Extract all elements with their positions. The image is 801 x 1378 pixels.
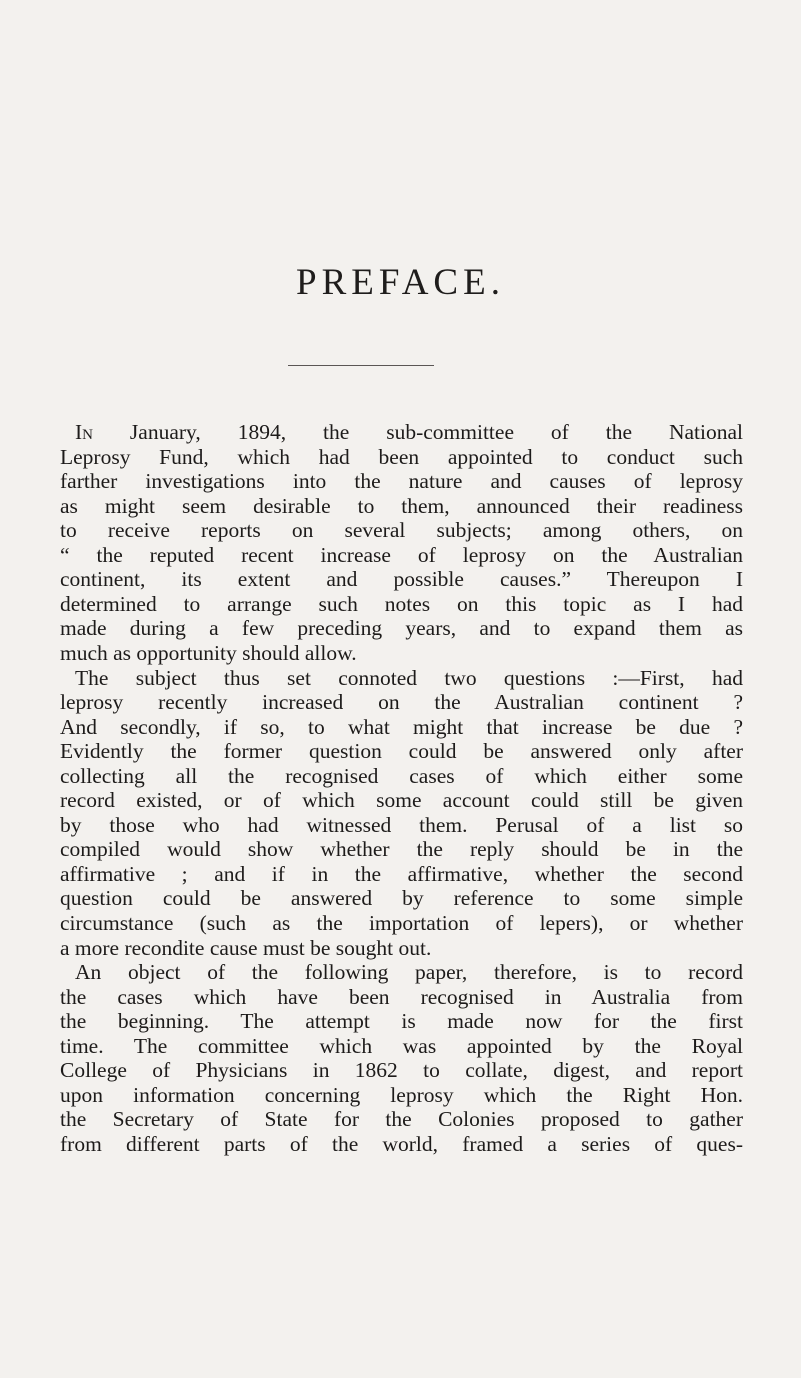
line-text: continent, its extent and possible causes.” Thereupon I <box>60 567 743 592</box>
line-text: record existed, or of which some account could still be given <box>60 788 743 813</box>
text-line <box>60 812 743 837</box>
text-line <box>60 493 743 518</box>
text-line <box>60 692 743 714</box>
drop-word: In <box>75 420 93 444</box>
line-text: to receive reports on several subjects; among others, on <box>60 518 743 543</box>
line-text: the cases which have been recognised in Australia from <box>60 984 743 1009</box>
text-line <box>60 1033 743 1058</box>
line-text: affirmative ; and if in the affirmative, whether the second <box>60 861 743 886</box>
line-text: compiled would show whether the reply should be in the <box>60 837 743 862</box>
line-text: College of Physicians in 1862 to collate, digest, and report <box>60 1058 743 1083</box>
text-line <box>60 839 743 861</box>
line-text: “ the reputed recent increase of leprosy on the Australian <box>60 542 743 567</box>
text-line <box>60 935 432 960</box>
text-line <box>60 1131 743 1156</box>
line-text: determined to arrange such notes on this topic as I had <box>60 591 743 616</box>
text-line <box>60 444 743 469</box>
text-line <box>60 913 743 935</box>
text-line <box>60 790 743 812</box>
line-text: a more recondite cause must be sought out. <box>60 935 432 960</box>
line-text: upon information concerning leprosy which the Right Hon. <box>60 1082 743 1107</box>
text-line <box>75 962 743 984</box>
line-text: leprosy recently increased on the Australian continent ? <box>60 690 743 715</box>
text-line <box>60 763 743 788</box>
line-text: The subject thus set connoted two questions :—First, had <box>75 665 743 690</box>
text-line <box>60 640 357 665</box>
text-line <box>60 888 743 910</box>
line-text: the Secretary of State for the Colonies proposed to gather <box>60 1107 743 1132</box>
text-line <box>60 542 743 567</box>
line-text: by those who had witnessed them. Perusal of a list so <box>60 812 743 837</box>
text-line <box>60 1082 743 1107</box>
text-line <box>75 665 743 690</box>
text-line <box>60 984 743 1009</box>
line-text: from different parts of the world, framed a series of ques- <box>60 1131 743 1156</box>
line-text: An object of the following paper, therefore, is to record <box>75 960 743 985</box>
text-line <box>60 714 743 739</box>
line-text: collecting all the recognised cases of which either some <box>60 763 743 788</box>
text-line <box>60 618 743 640</box>
line-text: the beginning. The attempt is made now for the first <box>60 1009 743 1034</box>
line-text: time. The committee which was appointed by the Royal <box>60 1033 743 1058</box>
line-text: Evidently the former question could be answered only after <box>60 739 743 764</box>
line-text: circumstance (such as the importation of lepers), or whether <box>60 911 743 935</box>
line-text: made during a few preceding years, and to expand them as <box>60 616 743 641</box>
line-text: Leprosy Fund, which had been appointed to conduct such <box>60 444 743 469</box>
text-line <box>60 520 743 542</box>
text-line <box>60 861 743 886</box>
text-line <box>75 422 743 444</box>
line-text: question could be answered by reference to some simple <box>60 886 743 911</box>
line-text: much as opportunity should allow. <box>60 640 357 665</box>
text-line <box>60 591 743 616</box>
line-text: And secondly, if so, to what might that increase be due ? <box>60 714 743 739</box>
line-text: farther investigations into the nature and causes of leprosy <box>60 469 743 494</box>
text-line <box>60 1060 743 1082</box>
page-title: PREFACE. <box>296 262 505 303</box>
line-text: as might seem desirable to them, announced their readiness <box>60 493 743 518</box>
text-line <box>60 741 743 763</box>
text-line <box>60 1109 743 1131</box>
text-line <box>60 569 743 591</box>
text-line <box>60 471 743 493</box>
text-line <box>60 1011 743 1033</box>
title-rule <box>288 365 434 366</box>
line-text: January, 1894, the sub-committee of the National <box>93 420 743 444</box>
